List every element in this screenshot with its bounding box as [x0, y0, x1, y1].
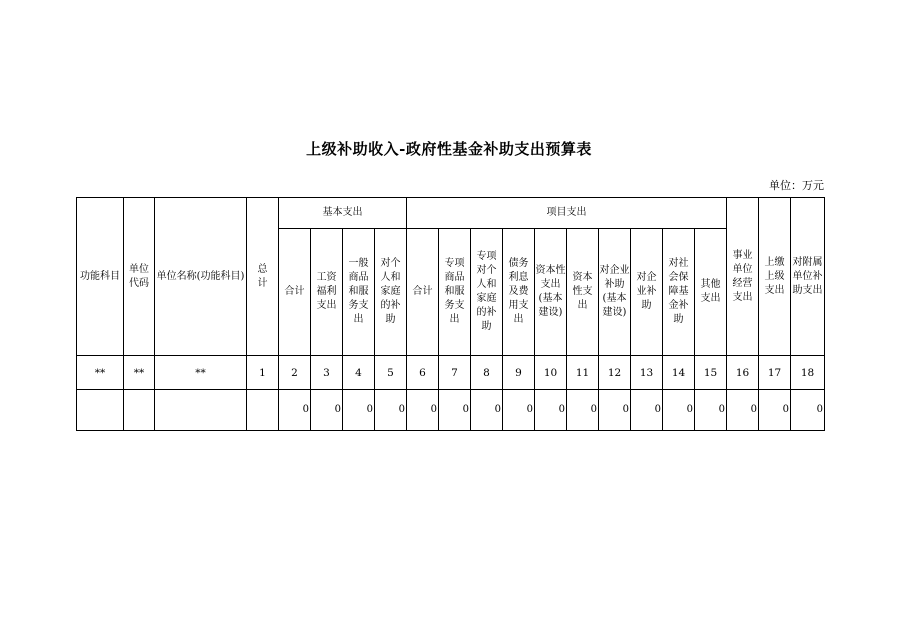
index-cell: 11 — [567, 356, 599, 390]
data-cell — [124, 390, 155, 431]
index-cell: 3 — [311, 356, 343, 390]
data-cell: 0 — [727, 390, 759, 431]
project-col-header: 对企业补助 — [631, 229, 663, 356]
index-cell: ** — [77, 356, 124, 390]
index-cell: 12 — [599, 356, 631, 390]
project-col-header: 专项商品和服务支出 — [439, 229, 471, 356]
data-cell: 0 — [279, 390, 311, 431]
index-cell: 2 — [279, 356, 311, 390]
project-col-header: 资本性支出(基本建设) — [535, 229, 567, 356]
data-cell: 0 — [631, 390, 663, 431]
project-col-header: 资本性支出 — [567, 229, 599, 356]
index-cell: 7 — [439, 356, 471, 390]
data-cell: 0 — [759, 390, 791, 431]
data-cell: 0 — [407, 390, 439, 431]
index-cell: 4 — [343, 356, 375, 390]
table-row-index — [77, 356, 825, 390]
header-project-expenditure: 项目支出 — [407, 198, 727, 229]
unit-label: 单位：万元 — [769, 179, 824, 192]
header-unit-name: 单位名称(功能科目) — [155, 198, 247, 356]
basic-col-header: 合计 — [279, 229, 311, 356]
index-cell: ** — [124, 356, 155, 390]
index-cell: 10 — [535, 356, 567, 390]
data-cell: 0 — [695, 390, 727, 431]
header-shangjiao: 上缴上级支出 — [759, 198, 791, 356]
budget-table — [76, 197, 825, 431]
index-cell: 16 — [727, 356, 759, 390]
header-basic-expenditure: 基本支出 — [279, 198, 407, 229]
basic-col-header: 对个人和家庭的补助 — [375, 229, 407, 356]
data-cell: 0 — [343, 390, 375, 431]
data-cell: 0 — [311, 390, 343, 431]
project-col-header: 其他支出 — [695, 229, 727, 356]
data-cell — [155, 390, 247, 431]
data-cell: 0 — [471, 390, 503, 431]
project-col-header: 债务利息及费用支出 — [503, 229, 535, 356]
index-cell: 9 — [503, 356, 535, 390]
data-cell: 0 — [503, 390, 535, 431]
project-col-header: 专项对个人和家庭的补助 — [471, 229, 503, 356]
header-fushu: 对附属单位补助支出 — [791, 198, 825, 356]
page-title: 上级补助收入-政府性基金补助支出预算表 — [306, 140, 592, 158]
project-col-header: 对企业补助(基本建设) — [599, 229, 631, 356]
index-cell: 15 — [695, 356, 727, 390]
index-cell: 1 — [247, 356, 279, 390]
index-cell: ** — [155, 356, 247, 390]
data-cell: 0 — [567, 390, 599, 431]
data-cell — [247, 390, 279, 431]
index-cell: 13 — [631, 356, 663, 390]
project-col-header: 合计 — [407, 229, 439, 356]
project-col-header: 对社会保障基金补助 — [663, 229, 695, 356]
header-total: 总计 — [247, 198, 279, 356]
index-cell: 6 — [407, 356, 439, 390]
index-cell: 17 — [759, 356, 791, 390]
header-func-subject: 功能科目 — [77, 198, 124, 356]
data-cell — [77, 390, 124, 431]
data-cell: 0 — [599, 390, 631, 431]
data-cell: 0 — [663, 390, 695, 431]
basic-col-header: 一般商品和服务支出 — [343, 229, 375, 356]
index-cell: 18 — [791, 356, 825, 390]
data-cell: 0 — [791, 390, 825, 431]
data-cell: 0 — [375, 390, 407, 431]
index-cell: 5 — [375, 356, 407, 390]
header-unit-code: 单位代码 — [124, 198, 155, 356]
index-cell: 14 — [663, 356, 695, 390]
data-cell: 0 — [535, 390, 567, 431]
table-row-data — [77, 390, 825, 431]
basic-col-header: 工资福利支出 — [311, 229, 343, 356]
header-shiye: 事业单位经营支出 — [727, 198, 759, 356]
index-cell: 8 — [471, 356, 503, 390]
data-cell: 0 — [439, 390, 471, 431]
